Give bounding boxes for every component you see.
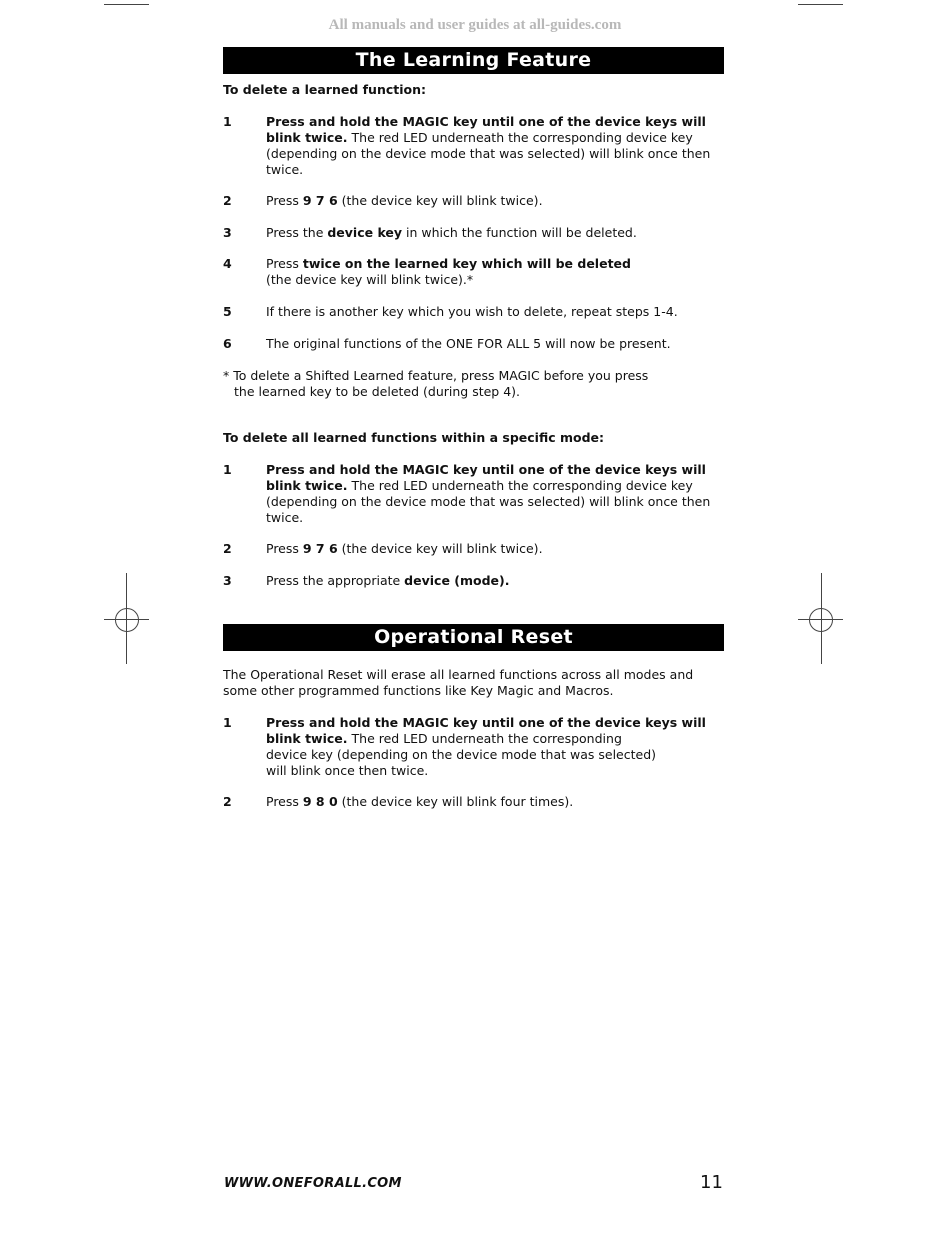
step-text (266, 462, 721, 526)
section-title-learning-feature: The Learning Feature (223, 47, 724, 74)
footer-website-link[interactable]: WWW.ONEFORALL.COM (224, 1176, 402, 1191)
step-number: 2 (223, 193, 232, 208)
step-bold-text: 9 7 6 (302, 193, 338, 208)
registration-mark-right-circle (809, 608, 833, 632)
step-bold-text: 9 8 0 (302, 794, 338, 809)
step-text (266, 256, 721, 288)
step-line-4: will blink once then twice. (266, 763, 429, 778)
note-line-2: the learned key to be deleted (during step 4). (234, 384, 521, 399)
step-text (266, 794, 721, 810)
crop-mark-top-right (798, 4, 843, 5)
step-number: 1 (223, 715, 232, 730)
step-number: 1 (223, 114, 232, 129)
step-rest-text: The red LED underneath the corresponding device key (depending on the device mode that was selected) will blink once then twice. (266, 478, 711, 525)
step-pre-text: Press (266, 541, 303, 556)
crop-mark-top-left (104, 4, 149, 5)
shifted-learned-note (223, 368, 724, 400)
step-text: If there is another key which you wish to delete, repeat steps 1-4. (266, 304, 678, 319)
intro-line-1: The Operational Reset will erase all learned functions across all modes and (223, 667, 694, 682)
step-text (266, 573, 721, 589)
intro-line-2: some other programmed functions like Key Magic and Macros. (223, 683, 614, 698)
step-pre-text: Press (266, 794, 303, 809)
subheading-delete-learned-function: To delete a learned function: (223, 82, 427, 97)
step-number: 6 (223, 336, 232, 351)
step-number: 4 (223, 256, 232, 271)
note-line-1: * To delete a Shifted Learned feature, press MAGIC before you press (223, 368, 649, 383)
step-number: 3 (223, 225, 232, 240)
step-number: 1 (223, 462, 232, 477)
step-pre-text: Press (266, 193, 303, 208)
step-bold-text: Press and hold the MAGIC key until one of the device keys will blink twice. (266, 462, 706, 493)
step-text (266, 193, 721, 209)
step-pre-text: Press the appropriate (266, 573, 405, 588)
step-bold-text-line2: blink twice. (266, 731, 348, 746)
step-second-line: (the device key will blink twice).* (266, 272, 474, 287)
step-text (266, 715, 721, 779)
step-bold-text: device (mode). (404, 573, 510, 588)
step-bold-text: 9 7 6 (302, 541, 338, 556)
step-number: 5 (223, 304, 232, 319)
step-bold-text: device key (327, 225, 403, 240)
step-text: The original functions of the ONE FOR ALL 5 will now be present. (266, 336, 671, 351)
step-line-3: device key (depending on the device mode that was selected) (266, 747, 657, 762)
registration-mark-left-circle (115, 608, 139, 632)
step-post-text: in which the function will be deleted. (402, 225, 637, 240)
step-pre-text: Press (266, 256, 303, 271)
step-post-text: (the device key will blink four times). (337, 794, 574, 809)
step-pre-text: Press the (266, 225, 328, 240)
page-number: 11 (700, 1172, 723, 1193)
step-bold-text: Press and hold the MAGIC key until one of the device keys will (266, 715, 706, 730)
step-bold-text: Press and hold the MAGIC key until one of the device keys will blink twice. (266, 114, 706, 145)
step-post-text: (the device key will blink twice). (337, 193, 543, 208)
step-text (266, 225, 721, 241)
step-text (266, 114, 721, 178)
step-number: 2 (223, 541, 232, 556)
step-number: 2 (223, 794, 232, 809)
step-post-text: (the device key will blink twice). (337, 541, 543, 556)
watermark: All manuals and user guides at all-guides.com (328, 17, 622, 33)
step-bold-text: twice on the learned key which will be deleted (302, 256, 631, 271)
step-rest-text: The red LED underneath the corresponding device key (depending on the device mode that was selected) will blink once then twice. (266, 130, 711, 177)
section-title-operational-reset: Operational Reset (223, 624, 724, 651)
subheading-delete-all-learned: To delete all learned functions within a specific mode: (223, 430, 605, 445)
operational-reset-intro (223, 667, 724, 699)
step-number: 3 (223, 573, 232, 588)
step-rest-text: The red LED underneath the corresponding (347, 731, 622, 746)
step-text (266, 541, 721, 557)
